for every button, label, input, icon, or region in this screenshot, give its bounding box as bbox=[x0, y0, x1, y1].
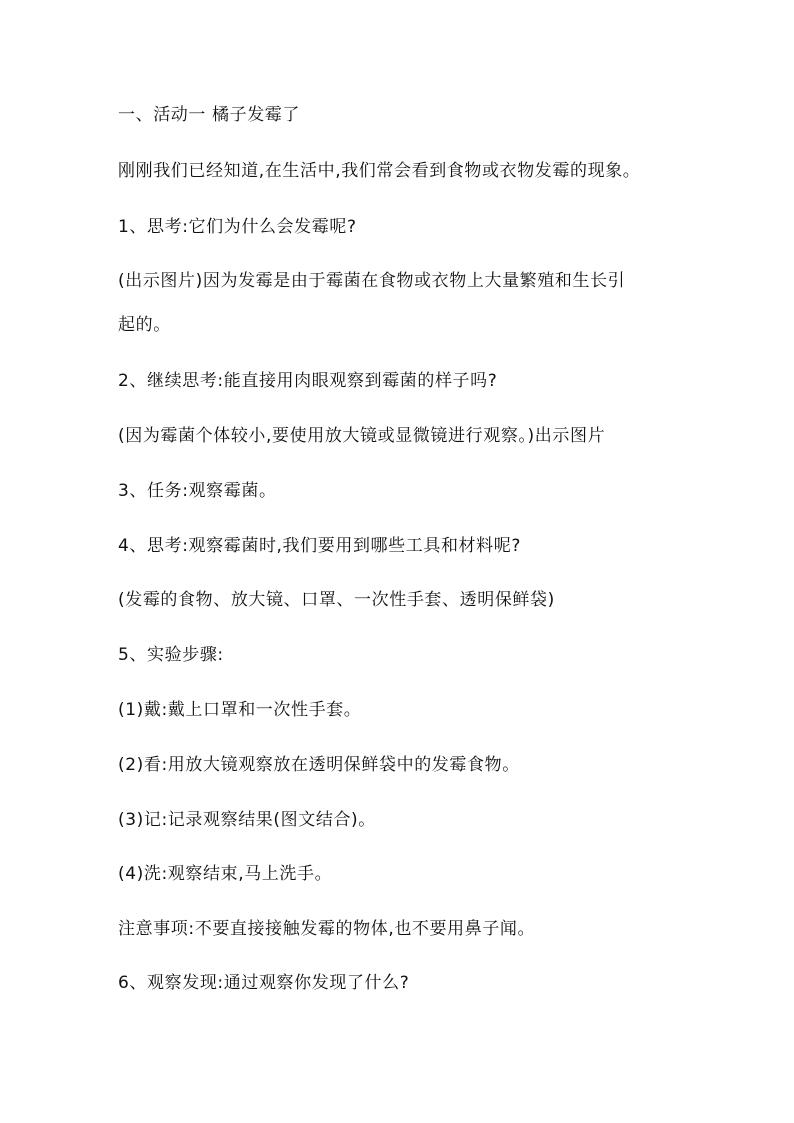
step-3: (3)记:记录观察结果(图文结合)。 bbox=[118, 810, 376, 830]
answer-1-line-1: (出示图片)因为发霉是由于霉菌在食物或衣物上大量繁殖和生长引 bbox=[118, 271, 626, 291]
question-2: 2、继续思考:能直接用肉眼观察到霉菌的样子吗? bbox=[118, 371, 498, 391]
step-4: (4)洗:观察结束,马上洗手。 bbox=[118, 864, 333, 884]
section-heading: 一、活动一 橘子发霉了 bbox=[118, 105, 301, 125]
step-1: (1)戴:戴上口罩和一次性手套。 bbox=[118, 700, 362, 720]
question-4: 4、思考:观察霉菌时,我们要用到哪些工具和材料呢? bbox=[118, 536, 521, 556]
step-2: (2)看:用放大镜观察放在透明保鲜袋中的发霉食物。 bbox=[118, 755, 520, 775]
task-3: 3、任务:观察霉菌。 bbox=[118, 481, 277, 501]
paragraph-intro: 刚刚我们已经知道,在生活中,我们常会看到食物或衣物发霉的现象。 bbox=[118, 161, 641, 181]
answer-1-line-2: 起的。 bbox=[118, 315, 171, 335]
answer-2: (因为霉菌个体较小,要使用放大镜或显微镜进行观察。)出示图片 bbox=[118, 426, 606, 446]
materials-list: (发霉的食物、放大镜、口罩、一次性手套、透明保鲜袋) bbox=[118, 590, 555, 610]
question-6: 6、观察发现:通过观察你发现了什么? bbox=[118, 973, 410, 993]
safety-note: 注意事项:不要直接接触发霉的物体,也不要用鼻子闻。 bbox=[118, 919, 536, 939]
question-1: 1、思考:它们为什么会发霉呢? bbox=[118, 217, 357, 237]
steps-heading: 5、实验步骤: bbox=[118, 645, 224, 665]
